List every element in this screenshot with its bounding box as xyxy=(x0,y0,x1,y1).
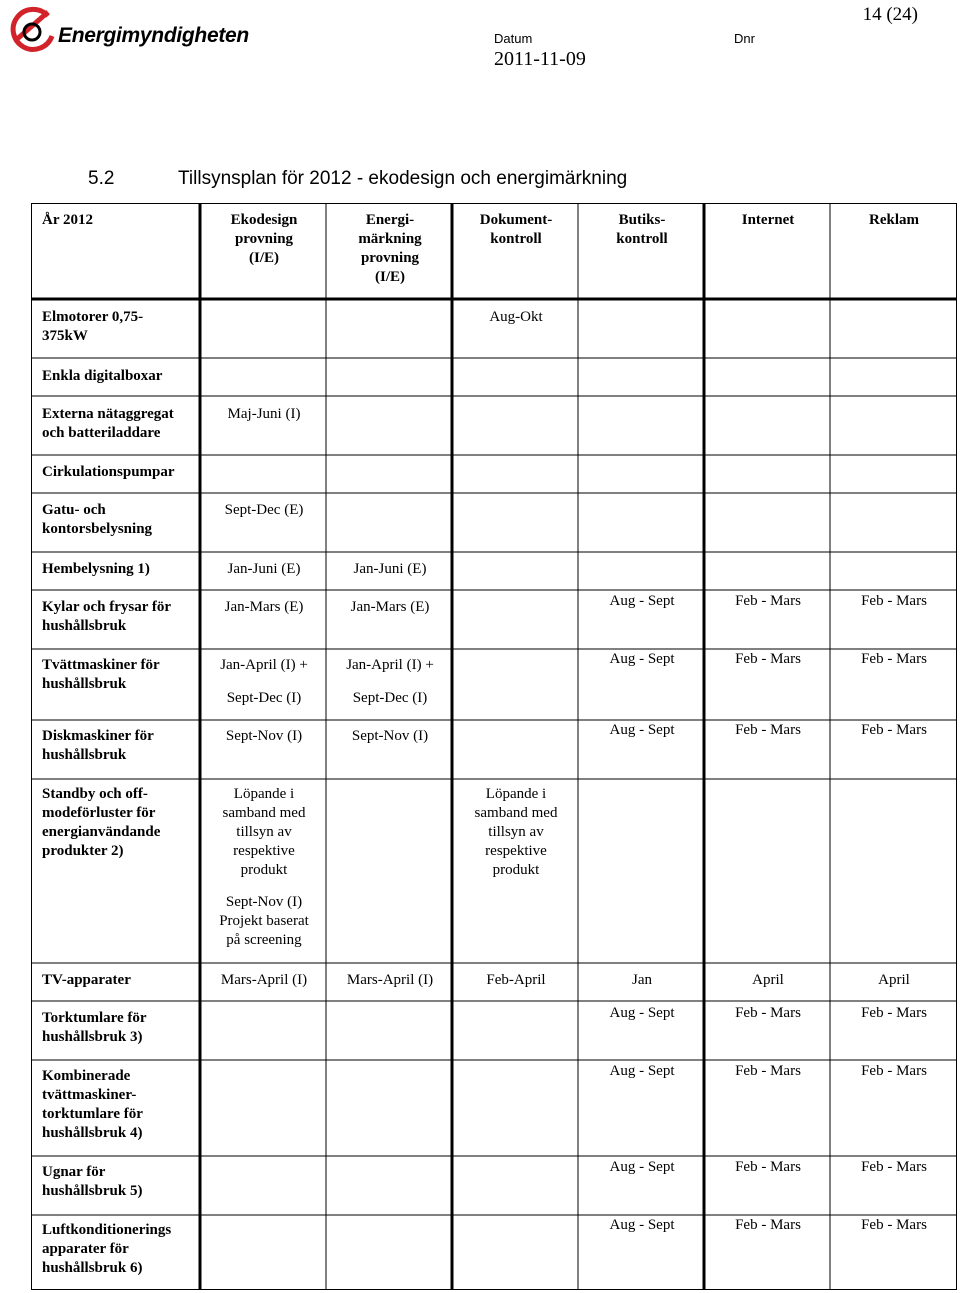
col-header-line: märkning xyxy=(358,231,422,247)
cell-tv-butik: Jan xyxy=(632,972,652,988)
cell-elmotorer-dokument: Aug-Okt xyxy=(489,309,543,325)
cell-kombinerade-butik: Aug - Sept xyxy=(609,1063,675,1079)
cell-tvatt-internet: Feb - Mars xyxy=(735,651,801,667)
row-label-line: Elmotorer 0,75- xyxy=(42,309,144,325)
col-header-line: Dokument- xyxy=(479,212,553,228)
row-label-hembelysning: Hembelysning 1) xyxy=(42,561,150,577)
cell-line: Sept-Nov (I) xyxy=(225,894,303,910)
row-label-line: Kylar och frysar för xyxy=(42,599,172,615)
row-label-line: och batteriladdare xyxy=(42,425,161,441)
row-label-line: hushållsbruk xyxy=(42,618,127,634)
cell-line: produkt xyxy=(492,862,540,878)
row-label-line: hushållsbruk 4) xyxy=(42,1125,143,1141)
cell-standby-dokument xyxy=(454,785,578,880)
row-label-line: Standby och off- xyxy=(42,786,148,802)
row-label-gatu xyxy=(42,501,202,539)
page-number: 14 (24) xyxy=(862,4,918,25)
row-label-elmotorer xyxy=(42,308,202,346)
logo-text: Energimyndigheten xyxy=(58,24,249,47)
row-label-line: apparater för xyxy=(42,1241,129,1257)
row-label-kombinerade xyxy=(42,1067,202,1143)
section-title: Tillsynsplan för 2012 - ekodesign och energimärkning xyxy=(178,168,628,189)
cell-hembelysning-energi: Jan-Juni (E) xyxy=(353,561,427,577)
cell-ugnar-butik: Aug - Sept xyxy=(609,1159,675,1175)
cell-line: samband med xyxy=(222,805,306,821)
row-label-standby xyxy=(42,785,202,861)
row-label-luftkonditionering xyxy=(42,1221,202,1278)
cell-standby-ekodesign xyxy=(202,785,326,950)
row-label-cirkulationspumpar: Cirkulationspumpar xyxy=(42,464,175,480)
cell-disk-energi: Sept-Nov (I) xyxy=(351,728,429,744)
col-header-line: Ekodesign xyxy=(230,212,298,228)
col-header-line: kontroll xyxy=(490,231,542,247)
cell-ugnar-internet: Feb - Mars xyxy=(735,1159,801,1175)
cell-kylar-reklam: Feb - Mars xyxy=(861,593,927,609)
row-label-line: Externa nätaggregat xyxy=(42,406,174,422)
row-label-line: hushållsbruk 5) xyxy=(42,1183,143,1199)
cell-externa-ekodesign: Maj-Juni (I) xyxy=(227,406,301,422)
cell-tvatt-energi xyxy=(328,656,452,708)
row-label-torktumlare xyxy=(42,1009,202,1047)
col-header-reklam: Reklam xyxy=(869,212,919,228)
energimyndigheten-logo xyxy=(8,6,249,54)
col-header-line: Energi- xyxy=(365,212,415,228)
cell-kylar-ekodesign: Jan-Mars (E) xyxy=(224,599,304,615)
row-label-line: 375kW xyxy=(42,328,88,344)
cell-line: respektive xyxy=(233,843,295,859)
col-header-dokumentkontroll xyxy=(454,211,578,249)
cell-disk-butik: Aug - Sept xyxy=(609,722,675,738)
row-label-line: tvättmaskiner- xyxy=(42,1087,137,1103)
cell-tvatt-reklam: Feb - Mars xyxy=(861,651,927,667)
cell-line: respektive xyxy=(485,843,547,859)
cell-line: produkt xyxy=(240,862,288,878)
cell-luftkond-reklam: Feb - Mars xyxy=(861,1217,927,1233)
datum-label: Datum xyxy=(494,31,533,46)
tillsynsplan-table xyxy=(31,203,957,1290)
cell-kylar-internet: Feb - Mars xyxy=(735,593,801,609)
row-label-line: Kombinerade xyxy=(42,1068,131,1084)
row-label-line: Gatu- och xyxy=(42,502,106,518)
cell-line: Löpande i xyxy=(233,786,295,802)
cell-luftkond-internet: Feb - Mars xyxy=(735,1217,801,1233)
cell-line: tillsyn av xyxy=(236,824,292,840)
row-label-tv: TV-apparater xyxy=(42,972,131,988)
cell-luftkond-butik: Aug - Sept xyxy=(609,1217,675,1233)
cell-kylar-energi: Jan-Mars (E) xyxy=(350,599,430,615)
col-header-line: Butiks- xyxy=(618,212,666,228)
cell-torktumlare-reklam: Feb - Mars xyxy=(861,1005,927,1021)
row-label-line: Tvättmaskiner för xyxy=(42,657,160,673)
cell-tvatt-butik: Aug - Sept xyxy=(609,651,675,667)
row-label-line: hushållsbruk 6) xyxy=(42,1260,143,1276)
row-label-line: Diskmaskiner för xyxy=(42,728,154,744)
col-header-year: År 2012 xyxy=(42,212,93,228)
row-label-line: Ugnar för xyxy=(42,1164,106,1180)
cell-kombinerade-reklam: Feb - Mars xyxy=(861,1063,927,1079)
datum-value: 2011-11-09 xyxy=(494,48,586,70)
row-label-ugnar xyxy=(42,1163,202,1201)
cell-tv-reklam: April xyxy=(878,972,910,988)
cell-line: Sept-Dec (I) xyxy=(226,690,302,706)
cell-tv-energi: Mars-April (I) xyxy=(346,972,434,988)
col-header-line: (I/E) xyxy=(375,269,405,285)
dnr-label: Dnr xyxy=(734,31,755,46)
cell-line: Projekt baserat xyxy=(219,913,309,929)
cell-tv-internet: April xyxy=(752,972,784,988)
cell-tv-ekodesign: Mars-April (I) xyxy=(220,972,308,988)
row-label-digitalboxar: Enkla digitalboxar xyxy=(42,368,163,384)
col-header-line: provning xyxy=(234,231,294,247)
row-label-tvattmaskiner xyxy=(42,656,202,694)
cell-line: Jan-April (I) + xyxy=(346,657,434,673)
cell-kylar-butik: Aug - Sept xyxy=(609,593,675,609)
row-label-line: produkter 2) xyxy=(42,843,124,859)
row-label-line: Luftkonditionerings xyxy=(42,1222,172,1238)
cell-line: på screening xyxy=(226,932,302,948)
cell-line: samband med xyxy=(474,805,558,821)
row-label-line: Torktumlare för xyxy=(42,1010,147,1026)
cell-torktumlare-butik: Aug - Sept xyxy=(609,1005,675,1021)
col-header-butikskontroll xyxy=(580,211,704,249)
row-label-line: energianvändande xyxy=(42,824,161,840)
row-label-line: modeförluster för xyxy=(42,805,156,821)
col-header-ekodesign xyxy=(202,211,326,268)
logo-mark-icon xyxy=(8,6,56,54)
col-header-line: (I/E) xyxy=(249,250,279,266)
cell-kombinerade-internet: Feb - Mars xyxy=(735,1063,801,1079)
cell-hembelysning-ekodesign: Jan-Juni (E) xyxy=(227,561,301,577)
cell-tvatt-ekodesign xyxy=(202,656,326,708)
cell-disk-reklam: Feb - Mars xyxy=(861,722,927,738)
row-label-line: hushållsbruk xyxy=(42,747,127,763)
cell-line: Löpande i xyxy=(485,786,547,802)
cell-line: Jan-April (I) + xyxy=(220,657,308,673)
cell-disk-internet: Feb - Mars xyxy=(735,722,801,738)
col-header-internet: Internet xyxy=(741,212,795,228)
row-label-kylar xyxy=(42,598,202,636)
col-header-line: kontroll xyxy=(616,231,668,247)
row-label-line: hushållsbruk 3) xyxy=(42,1029,143,1045)
col-header-line: provning xyxy=(360,250,420,266)
cell-disk-ekodesign: Sept-Nov (I) xyxy=(225,728,303,744)
row-label-externa xyxy=(42,405,202,443)
cell-line: Sept-Dec (I) xyxy=(352,690,428,706)
cell-ugnar-reklam: Feb - Mars xyxy=(861,1159,927,1175)
cell-gatu-ekodesign: Sept-Dec (E) xyxy=(224,502,304,518)
cell-tv-dokument: Feb-April xyxy=(486,972,546,988)
row-label-diskmaskiner xyxy=(42,727,202,765)
row-label-line: torktumlare för xyxy=(42,1106,143,1122)
cell-line: tillsyn av xyxy=(488,824,544,840)
cell-torktumlare-internet: Feb - Mars xyxy=(735,1005,801,1021)
row-label-line: kontorsbelysning xyxy=(42,521,153,537)
col-header-energimarkning xyxy=(328,211,452,287)
row-label-line: hushållsbruk xyxy=(42,676,127,692)
section-number: 5.2 xyxy=(88,168,115,189)
